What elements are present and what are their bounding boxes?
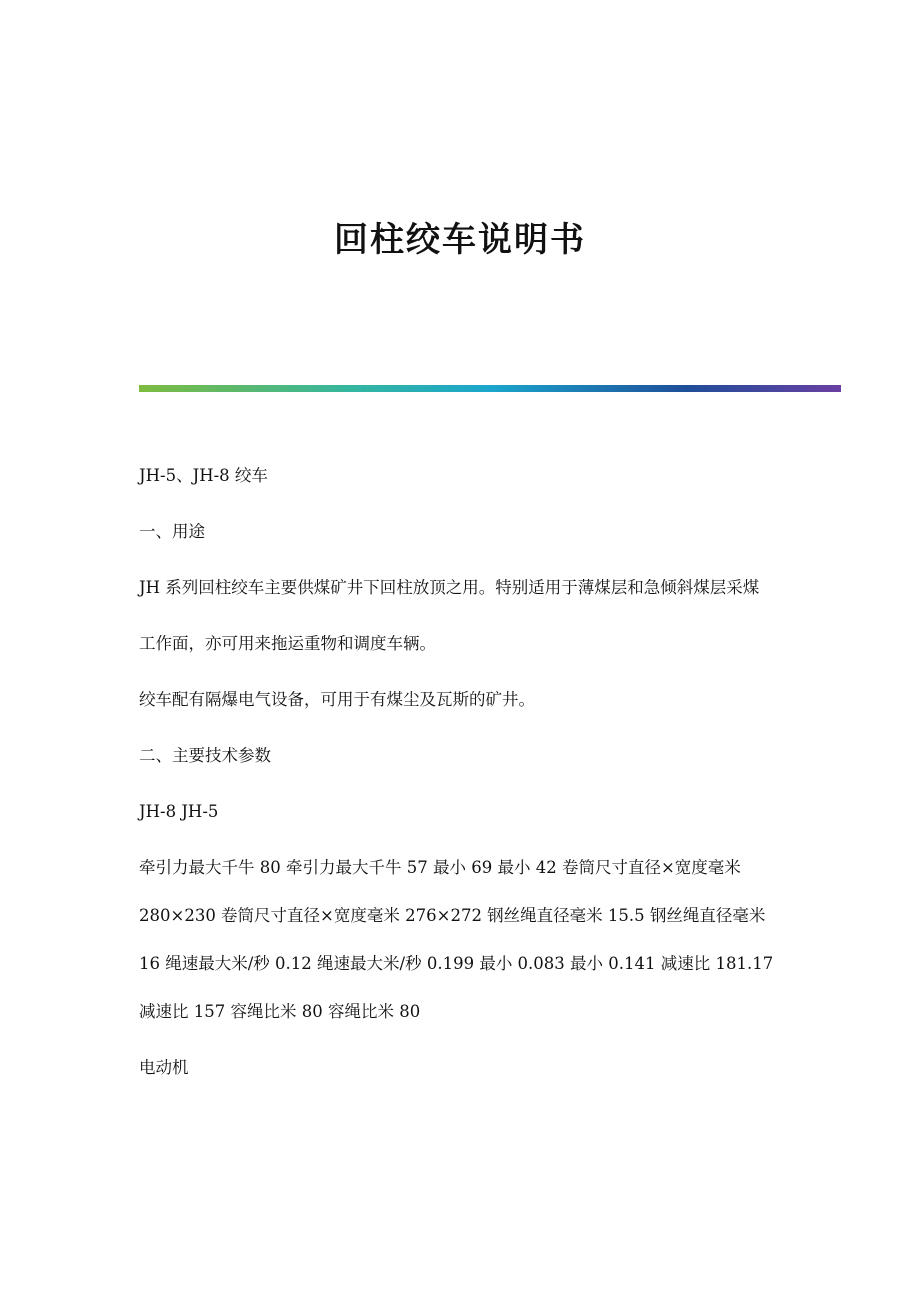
page-title: 回柱绞车说明书: [334, 220, 586, 260]
parameter-models: JH-8 JH-5: [139, 802, 219, 821]
model-heading: JH-5、JH-8 绞车: [139, 466, 268, 485]
document-body: [139, 464, 789, 1112]
parameter-values: 牵引力最大千牛 80 牵引力最大千牛 57 最小 69 最小 42 卷筒尺寸直径×宽度毫米 280×230 卷筒尺寸直径×宽度毫米 276×272 钢丝绳直径毫米 15.5 钢丝绳直径毫米 16 绳速最大米/秒 0.12 绳速最大米/秒 0.199 最小 0.083 最小 0.141 减速比 181.17 减速比 157 容绳比米 80 容绳比米 80: [139, 858, 779, 1021]
section-heading-parameters: 二、主要技术参数: [139, 746, 271, 765]
section-heading-usage: 一、用途: [139, 522, 205, 541]
explosion-proof-paragraph: 绞车配有隔爆电气设备，可用于有煤尘及瓦斯的矿井。: [139, 690, 535, 709]
title-divider: [139, 385, 841, 392]
usage-paragraph: JH 系列回柱绞车主要供煤矿井下回柱放顶之用。特别适用于薄煤层和急倾斜煤层采煤: [139, 578, 760, 597]
usage-paragraph-continued: 工作面，亦可用来拖运重物和调度车辆。: [139, 634, 436, 653]
motor-heading: 电动机: [139, 1058, 189, 1077]
